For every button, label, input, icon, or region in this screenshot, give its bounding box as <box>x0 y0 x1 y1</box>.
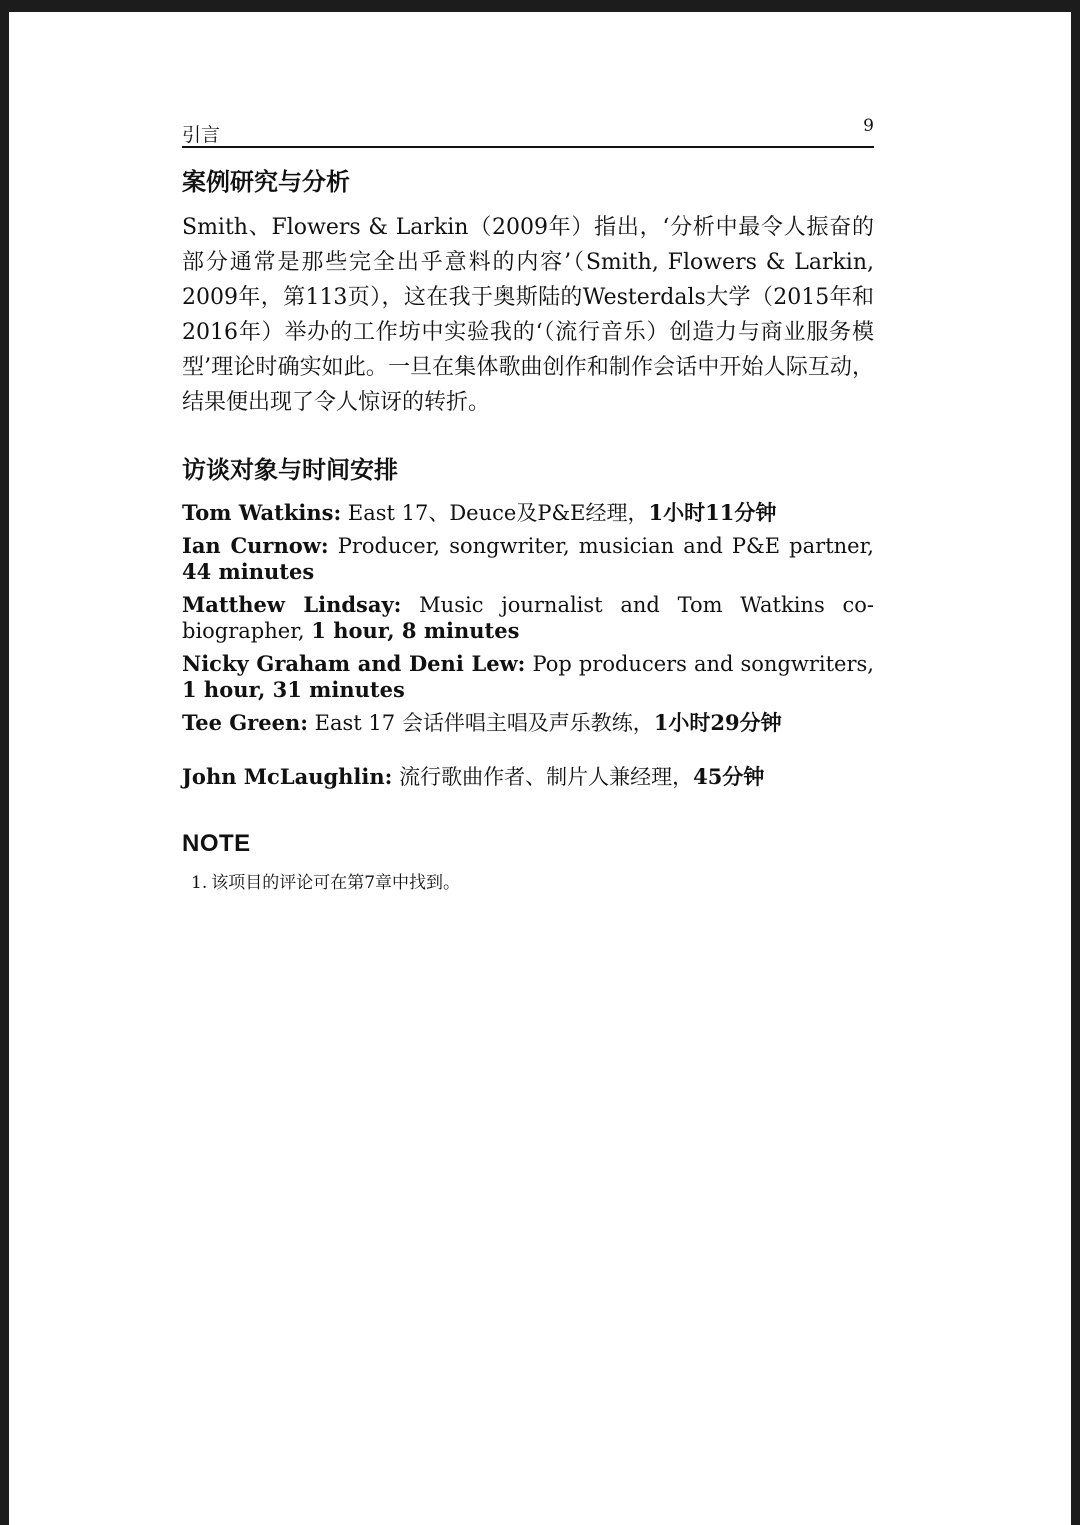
interview-duration: 1 hour, 31 minutes <box>182 677 405 702</box>
section-heading-interviews: 访谈对象与时间安排 <box>182 455 398 484</box>
section-heading-case-study: 案例研究与分析 <box>182 167 350 196</box>
running-head <box>182 116 874 148</box>
interview-list <box>182 500 874 797</box>
interviewee-role: Pop producers and songwriters, <box>525 652 874 676</box>
interview-entry <box>182 592 874 644</box>
interviewee-name: Tee Green: <box>182 710 308 735</box>
note-item <box>191 868 460 893</box>
interviewee-role: East 17 会话伴唱主唱及声乐教练， <box>308 711 654 735</box>
interviewee-name: Ian Curnow: <box>182 533 329 558</box>
interview-entry <box>182 533 874 585</box>
interviewee-role: Producer, songwriter, musician and P&E partner, <box>328 534 874 558</box>
interviewee-name: Tom Watkins: <box>182 500 342 525</box>
interview-entry <box>182 710 874 736</box>
interview-duration: 44 minutes <box>182 559 315 584</box>
interviewee-role: Music journalist and Tom Watkins co-biographer, <box>182 593 874 643</box>
notes-heading: NOTE <box>182 830 251 857</box>
interviewee-name: John McLaughlin: <box>182 764 393 789</box>
interview-duration: 45分钟 <box>693 764 765 789</box>
page-number: 9 <box>863 116 874 136</box>
interview-entry <box>182 651 874 703</box>
running-head-title: 引言 <box>182 124 221 146</box>
interviewee-role: East 17、Deuce及P&E经理， <box>341 501 649 525</box>
interview-duration: 1小时29分钟 <box>653 710 782 735</box>
document-page <box>9 12 1071 1525</box>
interview-entry <box>182 500 874 526</box>
interview-duration: 1 hour, 8 minutes <box>311 618 520 643</box>
interviewee-name: Matthew Lindsay: <box>182 592 402 617</box>
interviewee-role: 流行歌曲作者、制片人兼经理， <box>392 765 694 789</box>
note-number: 1. <box>191 873 208 893</box>
notes-list <box>191 868 460 893</box>
interviewee-name: Nicky Graham and Deni Lew: <box>182 651 526 676</box>
interview-duration: 1小时11分钟 <box>648 500 777 525</box>
section-paragraph-case-study: Smith、Flowers & Larkin（2009年）指出，‘分析中最令人振奋的部分通常是那些完全出乎意料的内容’（Smith, Flowers & Larkin, 2009年，第113页），这在我于奥斯陆的Westerdals大学（2015年和2016年）举办的工作坊中实验我的‘（流行音乐）创造力与商业服务模型’理论时确实如此。一旦在集体歌曲创作和制作会话中开始人际互动，结果便出现了令人惊讶的转折。 <box>182 215 874 415</box>
interview-entry <box>182 764 874 790</box>
note-text: 该项目的评论可在第7章中找到。 <box>211 873 461 893</box>
